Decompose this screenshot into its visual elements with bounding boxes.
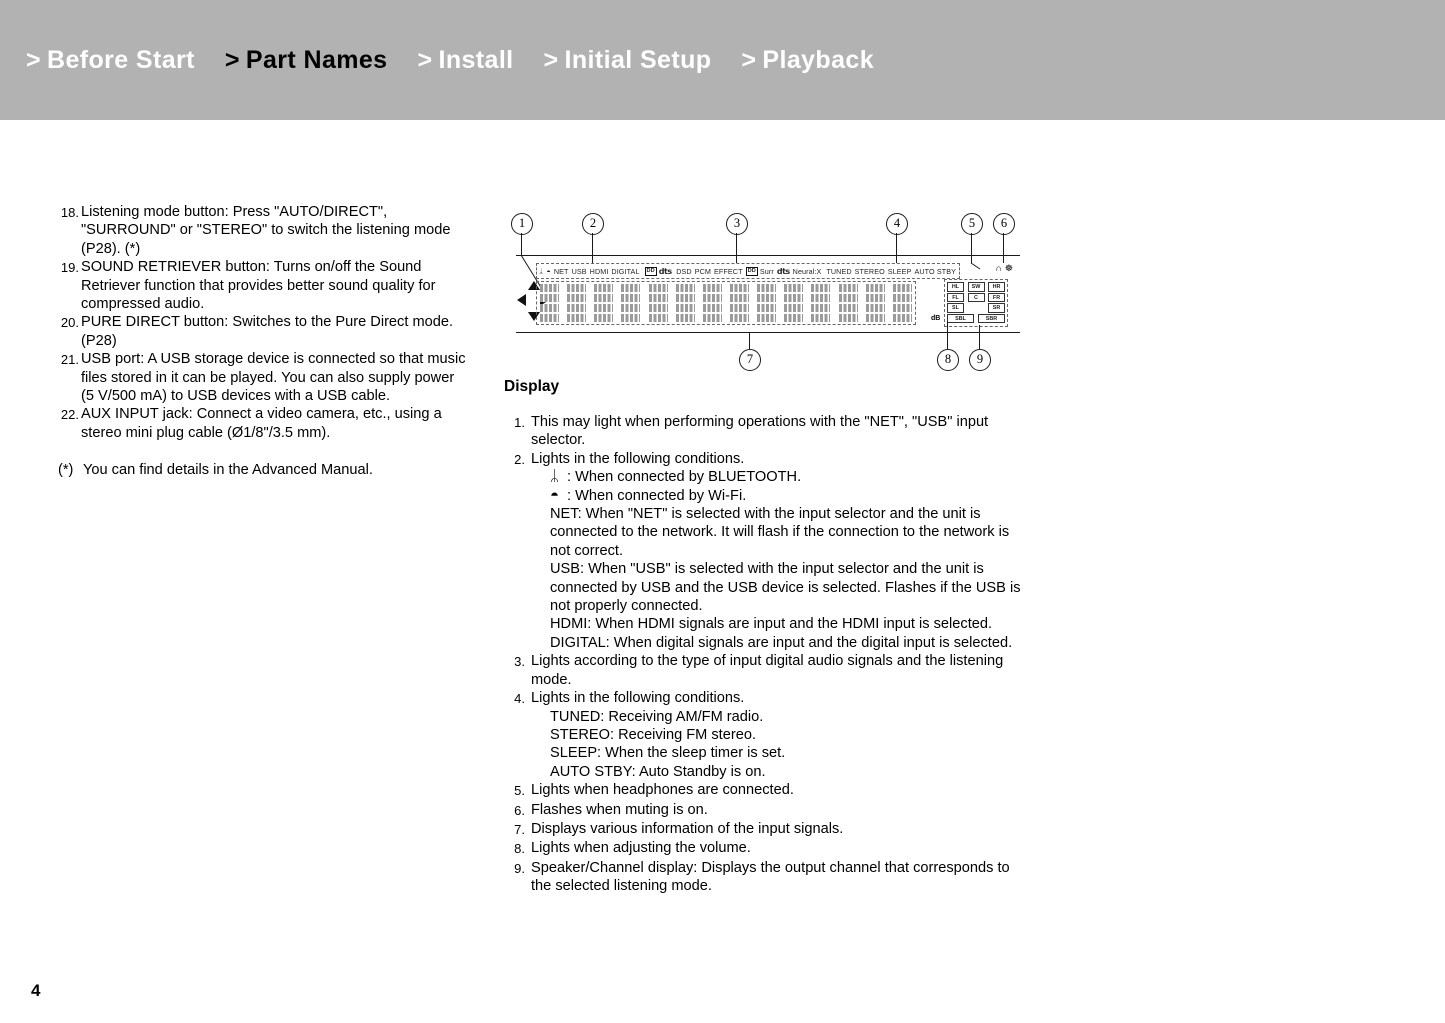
indicator-usb: USB — [571, 266, 587, 276]
list-item-number: 18. — [60, 205, 79, 220]
list-item — [504, 689, 1024, 781]
stereo-condition-text: STEREO: Receiving FM stereo. — [550, 726, 756, 743]
list-item-number: 3. — [514, 654, 525, 670]
footnote-marker: (*) — [58, 462, 74, 479]
list-item-text: Lights when headphones are connected. — [531, 782, 794, 799]
nav-item-part-names[interactable] — [225, 46, 388, 75]
indicator-surr: Surr — [759, 266, 774, 276]
list-item — [58, 203, 470, 258]
net-condition-text: NET: When "NET" is selected with the input selector and the unit is connected to the network. It will flash if the connection to the network is not correct. — [550, 506, 1010, 559]
nav-item-label: Playback — [762, 45, 875, 74]
callout-3: 3 — [726, 213, 748, 235]
list-item — [504, 839, 1024, 858]
dts-logo-icon-2: dts — [776, 266, 790, 276]
nav-item-install[interactable] — [417, 46, 513, 75]
list-item — [504, 801, 1024, 820]
list-item-number: 20. — [60, 315, 79, 331]
indicator-dsd: DSD — [676, 266, 692, 276]
list-item-number: 1. — [514, 415, 525, 430]
panel-top-rule — [516, 255, 1020, 256]
bluetooth-condition-text: : When connected by BLUETOOTH. — [567, 469, 802, 486]
tuned-condition-text: TUNED: Receiving AM/FM radio. — [550, 708, 764, 725]
nav-item-playback[interactable] — [741, 46, 874, 75]
indicator-strip — [536, 263, 960, 279]
indicator-hdmi: HDMI — [589, 266, 609, 276]
dolby-surround-logo-icon: DD — [747, 267, 756, 274]
speaker-hr: HR — [988, 282, 1005, 292]
segment-cell — [893, 284, 912, 322]
nav-item-label: Before Start — [47, 45, 195, 74]
segment-cell — [839, 284, 858, 322]
bluetooth-icon: ᛦ — [550, 468, 560, 486]
chevron-right-icon: > — [26, 45, 41, 74]
speaker-fl: FL — [947, 293, 964, 303]
segment-cell — [676, 284, 695, 322]
list-item-text: USB port: A USB storage device is connected so that music files stored in it can be played. You can also supply power (5 V/500 mA) to USB devices with a USB cable. — [81, 351, 466, 405]
list-item — [58, 350, 470, 405]
headphone-icon: ∩ — [995, 263, 1005, 273]
chevron-right-icon: > — [543, 45, 559, 74]
right-text-column — [504, 378, 1024, 896]
callout-6: 6 — [993, 213, 1015, 235]
callout-9-leader — [979, 325, 980, 349]
list-item-text: Speaker/Channel display: Displays the output channel that corresponds to the selected listening mode. — [531, 859, 1010, 895]
indicator-sleep: SLEEP — [887, 266, 912, 276]
list-item-number: 5. — [514, 783, 525, 799]
arrow-left-icon — [517, 294, 526, 306]
speaker-row — [947, 293, 1005, 303]
list-item-number: 2. — [514, 451, 525, 467]
list-item — [58, 258, 470, 313]
wifi-condition-line — [531, 487, 1024, 505]
list-item — [504, 413, 1024, 450]
list-item-text: Lights when adjusting the volume. — [531, 840, 751, 857]
callout-7-leader — [749, 332, 750, 349]
speaker-fr: FR — [988, 293, 1005, 303]
sleep-condition-text: SLEEP: When the sleep timer is set. — [550, 745, 786, 762]
list-item — [58, 313, 470, 350]
dts-logo-icon: dts — [658, 266, 672, 276]
segment-cell — [703, 284, 722, 322]
headphone-mute-indicator-group — [995, 263, 1016, 274]
nav-item-label: Install — [438, 45, 514, 74]
nav-item-initial-setup[interactable] — [544, 46, 712, 75]
bluetooth-condition-line — [531, 468, 1024, 486]
list-item-text: This may light when performing operations with the "NET", "USB" input selector. — [531, 414, 989, 449]
list-item-text: SOUND RETRIEVER button: Turns on/off the Sound Retriever function that provides better sound quality for compressed audio. — [81, 259, 436, 313]
indicator-net: NET — [553, 266, 569, 276]
list-item-number: 4. — [514, 691, 525, 707]
indicator-auto-stby: AUTO STBY — [914, 266, 956, 276]
bluetooth-icon: ᛦ — [539, 266, 544, 276]
list-item-number: 8. — [514, 841, 525, 857]
speaker-hl: HL — [947, 282, 964, 292]
speaker-row — [947, 282, 1005, 292]
callout-7: 7 — [739, 349, 761, 371]
list-item-number: 7. — [514, 821, 525, 837]
section-nav-bar — [0, 0, 1445, 120]
nav-item-label: Initial Setup — [564, 45, 712, 74]
display-panel-diagram — [504, 213, 1020, 368]
list-item — [504, 820, 1024, 839]
auto-stby-condition-text: AUTO STBY: Auto Standby is on. — [550, 763, 766, 780]
wifi-condition-text: : When connected by Wi-Fi. — [567, 487, 747, 504]
mute-icon: ☸ — [1004, 263, 1016, 273]
list-item-text: Lights in the following conditions. — [531, 690, 745, 707]
list-item — [58, 405, 470, 442]
list-item-text: Displays various information of the input signals. — [531, 820, 844, 837]
list-item-text: Lights according to the type of input digital audio signals and the listening mode. — [531, 653, 1004, 688]
list-item-body — [525, 689, 1024, 781]
callout-4: 4 — [886, 213, 908, 235]
list-item — [504, 859, 1024, 896]
page-number: 4 — [31, 981, 41, 1000]
page-body — [0, 120, 1445, 1023]
dolby-logo-icon: DD — [646, 267, 655, 274]
list-item-number: 21. — [60, 352, 79, 368]
list-item-text: AUX INPUT jack: Connect a video camera, etc., using a stereo mini plug cable (Ø1/8"/3.5 mm). — [81, 406, 442, 441]
digital-condition-text: DIGITAL: When digital signals are input and the digital input is selected. — [550, 634, 1013, 651]
nav-item-before-start[interactable] — [26, 46, 195, 75]
segment-cell — [649, 284, 668, 322]
list-item-text: Flashes when muting is on. — [531, 801, 708, 818]
list-item-text: Lights in the following conditions. — [531, 450, 745, 467]
speaker-row — [947, 314, 1005, 324]
page-title: Display — [504, 378, 560, 395]
chevron-right-icon: > — [741, 45, 757, 74]
left-text-column — [58, 203, 470, 480]
segment-cell — [594, 284, 613, 322]
footnote — [58, 461, 470, 479]
list-item-number: 22. — [60, 407, 79, 423]
list-item-text: PURE DIRECT button: Switches to the Pure Direct mode. (P28) — [81, 314, 454, 349]
indicator-stereo: STEREO — [854, 266, 885, 276]
segment-cell — [621, 284, 640, 322]
segment-cell — [866, 284, 885, 322]
indicator-pcm: PCM — [694, 266, 712, 276]
display-description-list — [504, 413, 1024, 896]
segment-cell — [730, 284, 749, 322]
list-item-number: 9. — [514, 860, 525, 876]
footnote-text: You can find details in the Advanced Manual. — [83, 462, 373, 479]
chevron-right-icon: > — [417, 45, 433, 74]
speaker-channel-display — [944, 279, 1008, 327]
db-label: dB — [931, 315, 941, 322]
list-item-text: Listening mode button: Press "AUTO/DIRECT", "SURROUND" or "STEREO" to switch the listening mode (P28). (*) — [81, 204, 451, 257]
speaker-sl: SL — [947, 303, 964, 313]
callout-8-leader — [947, 321, 948, 349]
character-segment-display — [536, 281, 916, 325]
callout-1: 1 — [511, 213, 533, 235]
usb-condition-text: USB: When "USB" is selected with the input selector and the unit is connected by USB and the USB device is selected. Flashes if the USB is not properly connected. — [550, 561, 1021, 615]
segment-cell — [784, 284, 803, 322]
wifi-icon: ◓ — [546, 266, 551, 276]
speaker-sr: SR — [988, 303, 1005, 313]
list-item — [504, 450, 1024, 652]
hdmi-condition-text: HDMI: When HDMI signals are input and the HDMI input is selected. — [550, 616, 993, 633]
segment-cell — [540, 284, 559, 322]
speaker-sw: SW — [968, 282, 985, 292]
indicator-digital: DIGITAL — [611, 266, 640, 276]
list-item — [504, 652, 1024, 689]
callout-8: 8 — [937, 349, 959, 371]
nav-item-label: Part Names — [245, 45, 388, 74]
segment-cell — [757, 284, 776, 322]
panel-bottom-rule — [516, 332, 1020, 333]
callout-5: 5 — [961, 213, 983, 235]
speaker-spacer — [968, 303, 985, 313]
indicator-effect: EFFECT — [714, 266, 743, 276]
callout-9: 9 — [969, 349, 991, 371]
list-item-body — [525, 450, 1024, 652]
speaker-sbr: SBR — [978, 314, 1005, 324]
wifi-icon: ◓ — [550, 486, 560, 504]
segment-cell — [567, 284, 586, 322]
speaker-sbl: SBL — [947, 314, 974, 324]
indicator-tuned: TUNED — [826, 266, 852, 276]
callout-2: 2 — [582, 213, 604, 235]
part-names-list — [58, 203, 470, 442]
list-item — [504, 781, 1024, 800]
segment-cell — [811, 284, 830, 322]
speaker-row — [947, 303, 1005, 313]
list-item-number: 19. — [60, 260, 79, 276]
list-item-number: 6. — [514, 802, 525, 818]
speaker-c: C — [968, 293, 985, 303]
indicator-neural-x: Neural:X — [792, 266, 822, 276]
chevron-right-icon: > — [224, 45, 240, 74]
